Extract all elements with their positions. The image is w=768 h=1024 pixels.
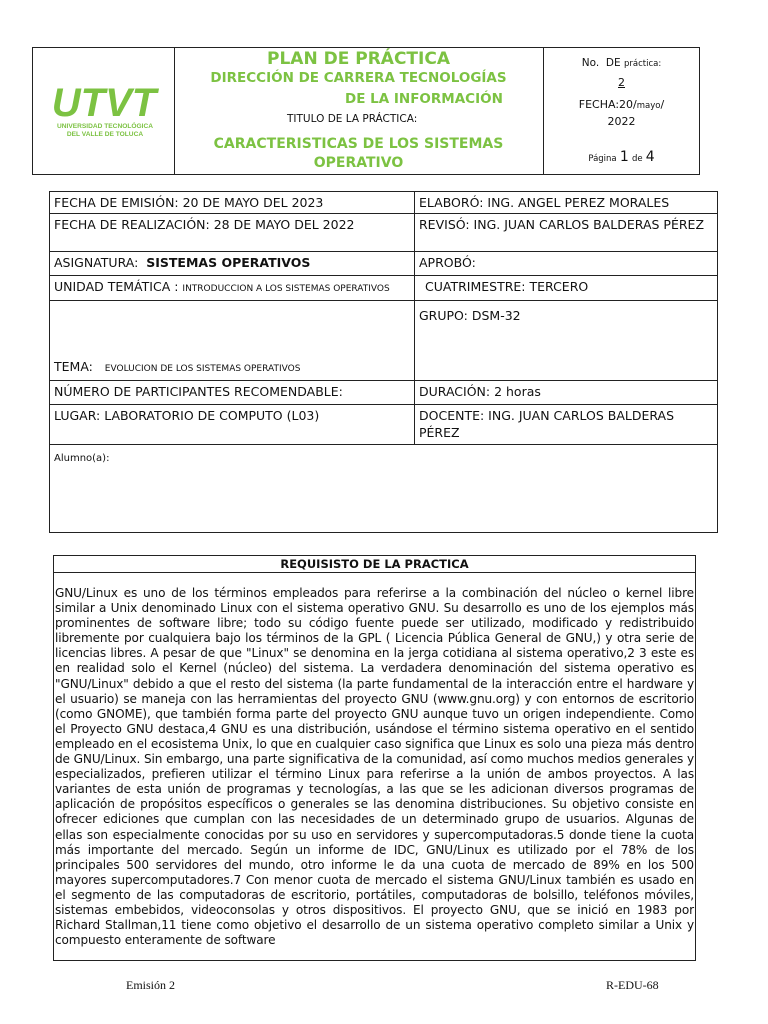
elaboro: ELABORÓ: ING. ANGEL PEREZ MORALES — [415, 192, 718, 214]
aprobo: APROBÓ: — [415, 252, 718, 276]
logo-mark: UTVT — [51, 84, 157, 125]
asignatura-value: SISTEMAS OPERATIVOS — [146, 255, 311, 270]
fecha-emision: FECHA DE EMISIÓN: 20 DE MAYO DEL 2023 — [50, 192, 415, 214]
direccion-line1: DIRECCIÓN DE CARRERA TECNOLOGÍAS — [210, 70, 507, 86]
duracion: DURACIÓN: 2 horas — [415, 381, 718, 405]
title-cell — [175, 48, 544, 174]
unidad-tematica: UNIDAD TEMÁTICA : INTRODUCCION A LOS SISTEMAS OPERATIVOS — [50, 276, 415, 301]
practice-info-table — [49, 191, 718, 533]
alumno-field[interactable]: Alumno(a): — [50, 445, 718, 533]
grupo: GRUPO: DSM-32 — [415, 301, 718, 381]
logo-line2: DEL VALLE DE TOLUCA — [66, 131, 144, 138]
pagina-line: Página 1 de 4 — [588, 149, 655, 165]
plan-title: PLAN DE PRÁCTICA — [267, 49, 450, 69]
tema: TEMA: EVOLUCION DE LOS SISTEMAS OPERATIVOS — [50, 301, 415, 381]
titulo-label: TITULO DE LA PRÁCTICA: — [287, 113, 418, 125]
lugar: LUGAR: LABORATORIO DE COMPUTO (L03) — [50, 405, 415, 445]
requisito-section — [53, 555, 696, 961]
fecha-year: 2022 — [607, 115, 636, 128]
fecha-realizacion: FECHA DE REALIZACIÓN: 28 DE MAYO DEL 2022 — [50, 214, 415, 252]
unidad-value: INTRODUCCION A LOS SISTEMAS OPERATIVOS — [182, 284, 390, 294]
fecha-line: FECHA:20/mayo/ — [578, 98, 665, 111]
footer-code: R-EDU-68 — [606, 978, 659, 992]
docente: DOCENTE: ING. JUAN CARLOS BALDERAS PÉREZ — [415, 405, 718, 445]
header-table — [32, 47, 700, 175]
logo-cell — [33, 48, 175, 174]
practice-number-label: No. DE práctica: — [581, 57, 662, 69]
reviso: REVISÓ: ING. JUAN CARLOS BALDERAS PÉREZ — [415, 214, 718, 252]
cuatrimestre: CUATRIMESTRE: TERCERO — [415, 276, 718, 301]
asignatura: ASIGNATURA: SISTEMAS OPERATIVOS — [50, 252, 415, 276]
utvt-logo — [47, 84, 162, 144]
practice-meta-cell — [544, 48, 699, 174]
practice-title-line1: CARACTERISTICAS DE LOS SISTEMAS — [213, 136, 504, 152]
tema-value: EVOLUCION DE LOS SISTEMAS OPERATIVOS — [104, 364, 301, 374]
participantes: NÚMERO DE PARTICIPANTES RECOMENDABLE: — [50, 381, 415, 405]
practice-number-value: 2 — [618, 76, 625, 89]
practice-title-line2: OPERATIVO — [313, 155, 404, 171]
direccion-line2: DE LA INFORMACIÓN — [345, 91, 503, 107]
footer-emision: Emisión 2 — [126, 978, 176, 992]
requisito-body: GNU/Linux es uno de los términos empleados para referirse a la combinación del núcleo o kernel libre similar a Unix denominado Linux con el sistema operativo GNU. Su desarrollo es uno de los ejemplos más prominentes de software libre; todo su código fuente puede ser utilizado, modificado y redistribuido libremente por cualquiera bajo los términos de la GPL ( Licencia Pública General de GNU,) y otra serie de licencias libres. A pesar de que "Linux" se denomina en la jerga cotidiana al sistema operativo,2 3 este es en realidad solo el Kernel (núcleo) del sistema. La verdadera denominación del sistema operativo es "GNU/Linux" debido a que el resto del sistema (la parte fundamental de la interacción entre el hardware y el usuario) se maneja con las herramientas del proyecto GNU (www.gnu.org) y con entornos de escritorio (como GNOME), que también forma parte del proyecto GNU aunque tuvo un origen independiente. Como el Proyecto GNU destaca,4 GNU es una distribución, usándose el término sistema operativo en el sentido empleado en el ecosistema Unix, lo que en cualquier caso significa que Linux es solo una pieza más dentro de GNU/Linux. Sin embargo, una parte significativa de la comunidad, así como muchos medios generales y especializados, prefieren utilizar el término Linux para referirse a la unión de ambos proyectos. A las variantes de esta unión de programas y tecnologías, a las que se les adicionan diversos programas de aplicación de propósitos específicos o generales se las denomina distribuciones. Su objetivo consiste en ofrecer ediciones que cumplan con las necesidades de un determinado grupo de usuarios. Algunas de ellas son especialmente conocidas por su uso en servidores y supercomputadoras.5 donde tiene la cuota más importante del mercado. Según un informe de IDC, GNU/Linux es utilizado por el 78% de los principales 500 servidores del mundo, otro informe le da una cuota de mercado de 89% en los 500 mayores supercomputadores.7 Con menor cuota de mercado el sistema GNU/Linux también es usado en el segmento de las computadoras de escritorio, portátiles, computadoras de bolsillo, teléfonos móviles, sistemas embebidos, videoconsolas y otros dispositivos. El proyecto GNU, que se inició en 1983 por Richard Stallman,11 tiene como objetivo el desarrollo de un sistema operativo completo similar a Unix y compuesto enteramente de software — [55, 586, 694, 948]
logo-line1: UNIVERSIDAD TECNOLÓGICA — [57, 123, 153, 130]
requisito-title: REQUISISTO DE LA PRACTICA — [54, 556, 695, 573]
